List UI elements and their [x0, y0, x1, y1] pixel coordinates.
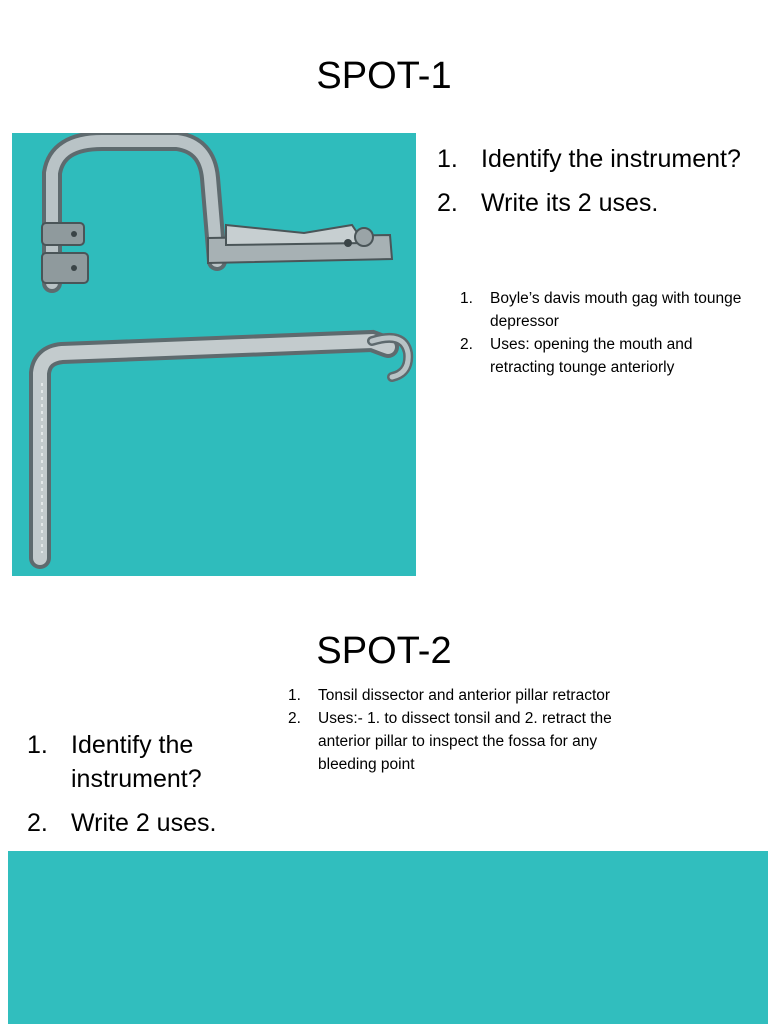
tonsil-dissector-photo	[8, 851, 768, 1024]
question-number: 2.	[437, 189, 458, 217]
answer-text: Tonsil dissector and anterior pillar retractor	[318, 687, 611, 704]
question-text: Identify the instrument?	[71, 731, 202, 793]
answer-item	[288, 684, 618, 707]
answer-number: 2.	[460, 336, 473, 353]
question-text: Write 2 uses.	[71, 809, 217, 837]
spot1-answers	[460, 287, 760, 379]
question-item	[437, 142, 757, 176]
answer-item	[460, 287, 760, 333]
question-number: 2.	[27, 809, 48, 837]
answer-item	[288, 707, 618, 776]
answer-text: Uses:- 1. to dissect tonsil and 2. retract the anterior pillar to inspect the fossa for any bleeding point	[318, 710, 612, 773]
question-item	[437, 186, 757, 220]
question-number: 1.	[27, 731, 48, 759]
cloth-texture	[8, 851, 768, 1024]
answer-number: 1.	[288, 687, 301, 704]
answer-item	[460, 333, 760, 379]
question-item	[27, 806, 287, 840]
mouth-gag-illustration	[12, 133, 416, 576]
mouth-gag-photo	[12, 133, 416, 576]
question-text: Identify the instrument?	[481, 145, 741, 173]
spot2-title: SPOT-2	[316, 630, 452, 672]
question-number: 1.	[437, 145, 458, 173]
answer-number: 1.	[460, 290, 473, 307]
spot1-title: SPOT-1	[316, 55, 452, 97]
spot2-questions	[27, 728, 287, 850]
spot1-questions	[437, 142, 757, 230]
spot2-answers	[288, 684, 618, 776]
answer-number: 2.	[288, 710, 301, 727]
answer-text: Uses: opening the mouth and retracting tounge anteriorly	[490, 336, 693, 376]
answer-text: Boyle’s davis mouth gag with tounge depressor	[490, 290, 742, 330]
question-item	[27, 728, 287, 796]
question-text: Write its 2 uses.	[481, 189, 659, 217]
